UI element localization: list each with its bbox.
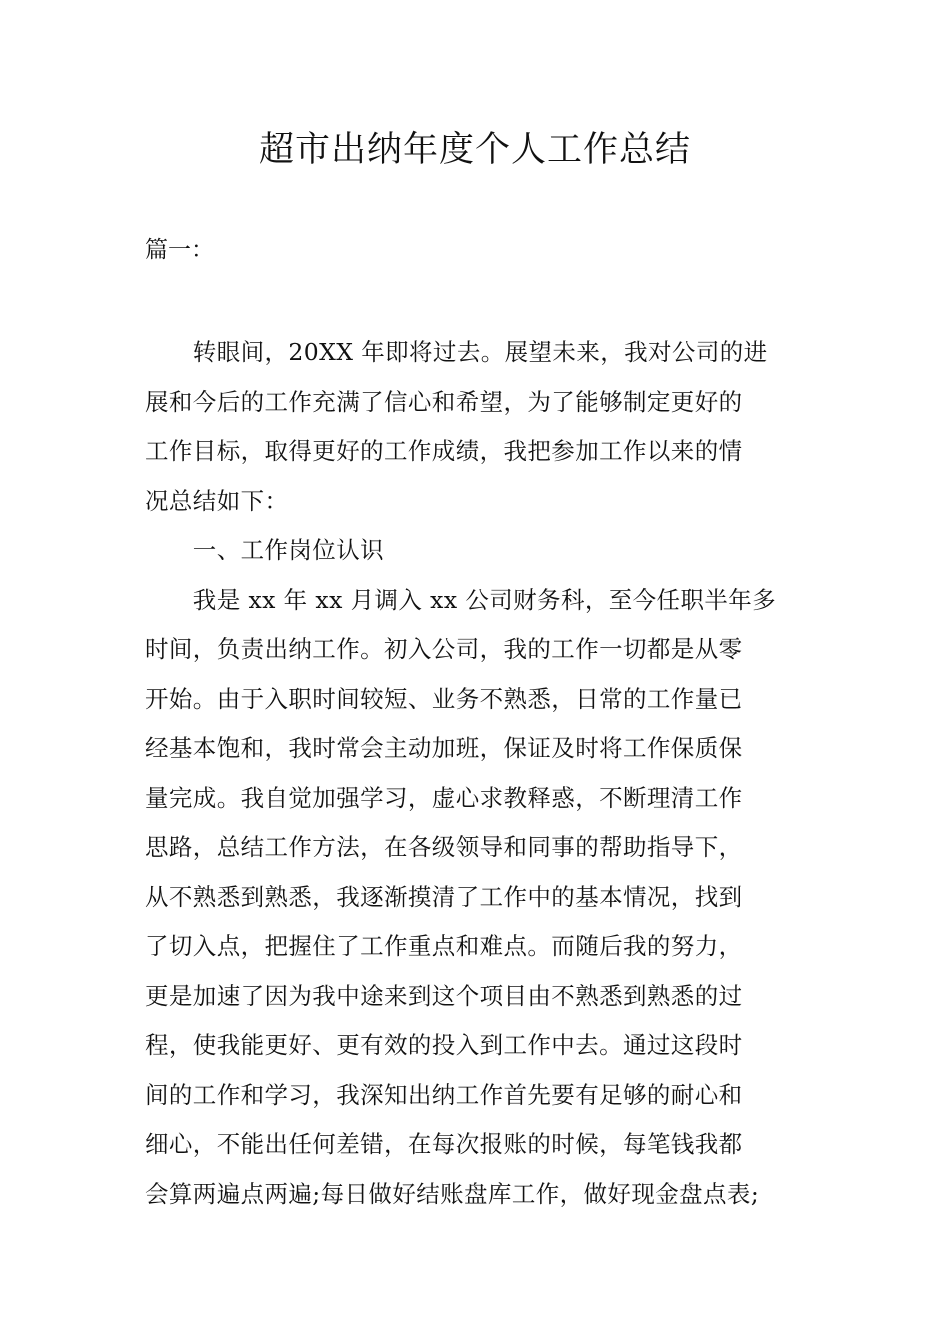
body-line: 况总结如下： — [145, 486, 289, 515]
body-line: 时间，负责出纳工作。初入公司，我的工作一切都是从零 — [145, 635, 743, 663]
body-line: 了切入点，把握住了工作重点和难点。而随后我的努力， — [145, 932, 743, 960]
body-line: 间的工作和学习，我深知出纳工作首先要有足够的耐心和 — [145, 1080, 743, 1109]
document-title: 超市出纳年度个人工作总结 — [258, 130, 691, 170]
body-line: 经基本饱和，我时常会主动加班，保证及时将工作保质保 — [145, 734, 743, 762]
body-line: 量完成。我自觉加强学习，虚心求教释惑，不断理清工作 — [145, 783, 743, 812]
body-line: 程，使我能更好、更有效的投入到工作中去。通过这段时 — [145, 1031, 743, 1059]
body-line: 会算两遍点两遍;每日做好结账盘库工作，做好现金盘点表; — [145, 1179, 760, 1208]
body-line: 开始。由于入职时间较短、业务不熟悉，日常的工作量已 — [145, 684, 743, 713]
section-heading: 一、工作岗位认识 — [145, 536, 384, 564]
body-line: 转眼间，20XX 年即将过去。展望未来，我对公司的进 — [145, 338, 768, 366]
document-body — [145, 328, 821, 1219]
body-line: 思路，总结工作方法，在各级领导和同事的帮助指导下， — [145, 833, 743, 861]
body-line: 我是 xx 年 xx 月调入 xx 公司财务科，至今任职半年多 — [145, 585, 777, 614]
body-line: 更是加速了因为我中途来到这个项目由不熟悉到熟悉的过 — [145, 981, 743, 1010]
body-line: 从不熟悉到熟悉，我逐渐摸清了工作中的基本情况，找到 — [145, 882, 743, 911]
body-line: 细心，不能出任何差错，在每次报账的时候，每笔钱我都 — [145, 1130, 743, 1158]
body-line: 工作目标，取得更好的工作成绩，我把参加工作以来的情 — [145, 437, 743, 465]
body-line: 展和今后的工作充满了信心和希望，为了能够制定更好的 — [145, 387, 743, 416]
section-label: 篇一： — [145, 237, 214, 263]
